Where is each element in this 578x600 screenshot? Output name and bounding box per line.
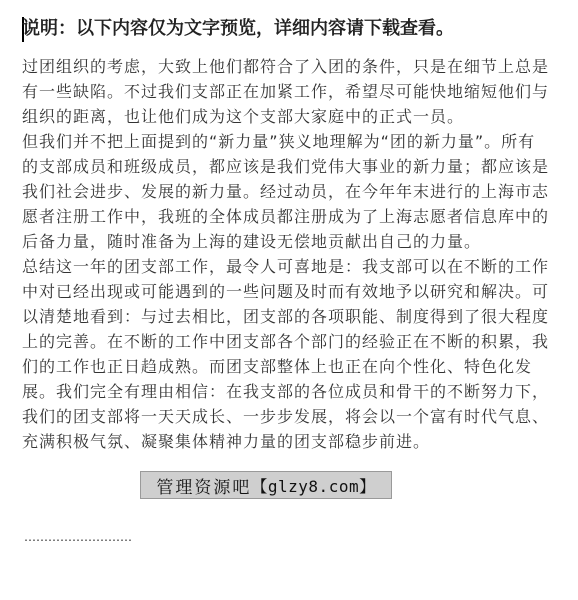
preview-notice: 说明：以下内容仅为文字预览，详细内容请下载查看。 <box>22 18 454 39</box>
paragraph: 过团组织的考虑，大致上他们都符合了入团的条件，只是在细节上总是有一些缺陷。不过我们支部正在加紧工作，希望尽可能快地缩短他们与组织的距离，也让他们成为这个支部大家庭中的正式一员。 <box>22 57 550 126</box>
paragraph: 总结这一年的团支部工作，最令人可喜地是：我支部可以在不断的工作中对已经出现或可能遇到的一些问题及时而有效地予以研究和解决。可以清楚地看到：与过去相比，团支部的各项职能、制度得到了很大程度上的完善。在不断的工作中团支部各个部门的经验正在不断的积累，我们的工作也正日趋成熟。而团支部整体上也正在向个性化、特色化发展。我们完全有理由相信：在我支部的各位成员和骨干的不断努力下，我们的团支部将一天天成长、一步步发展，将会以一个富有时代气息、充满积极气氛、凝聚集体精神力量的团支部稳步前进。 <box>22 257 550 451</box>
watermark-domain: 【glzy8.com】 <box>251 476 376 496</box>
continuation-ellipsis: ……………………… <box>24 530 132 544</box>
watermark-site-name: 管理资源吧 <box>156 477 252 498</box>
paragraph: 但我们并不把上面提到的“新力量”狭义地理解为“团的新力量”。所有的支部成员和班级成员，都应该是我们党伟大事业的新力量；都应该是我们社会进步、发展的新力量。经过动员，在今年年末进行的上海市志愿者注册工作中，我班的全体成员都注册成为了上海志愿者信息库中的后备力量，随时准备为上海的建设无偿地贡献出自己的力量。 <box>22 132 550 251</box>
document-body <box>22 54 550 454</box>
watermark-banner <box>140 471 392 499</box>
